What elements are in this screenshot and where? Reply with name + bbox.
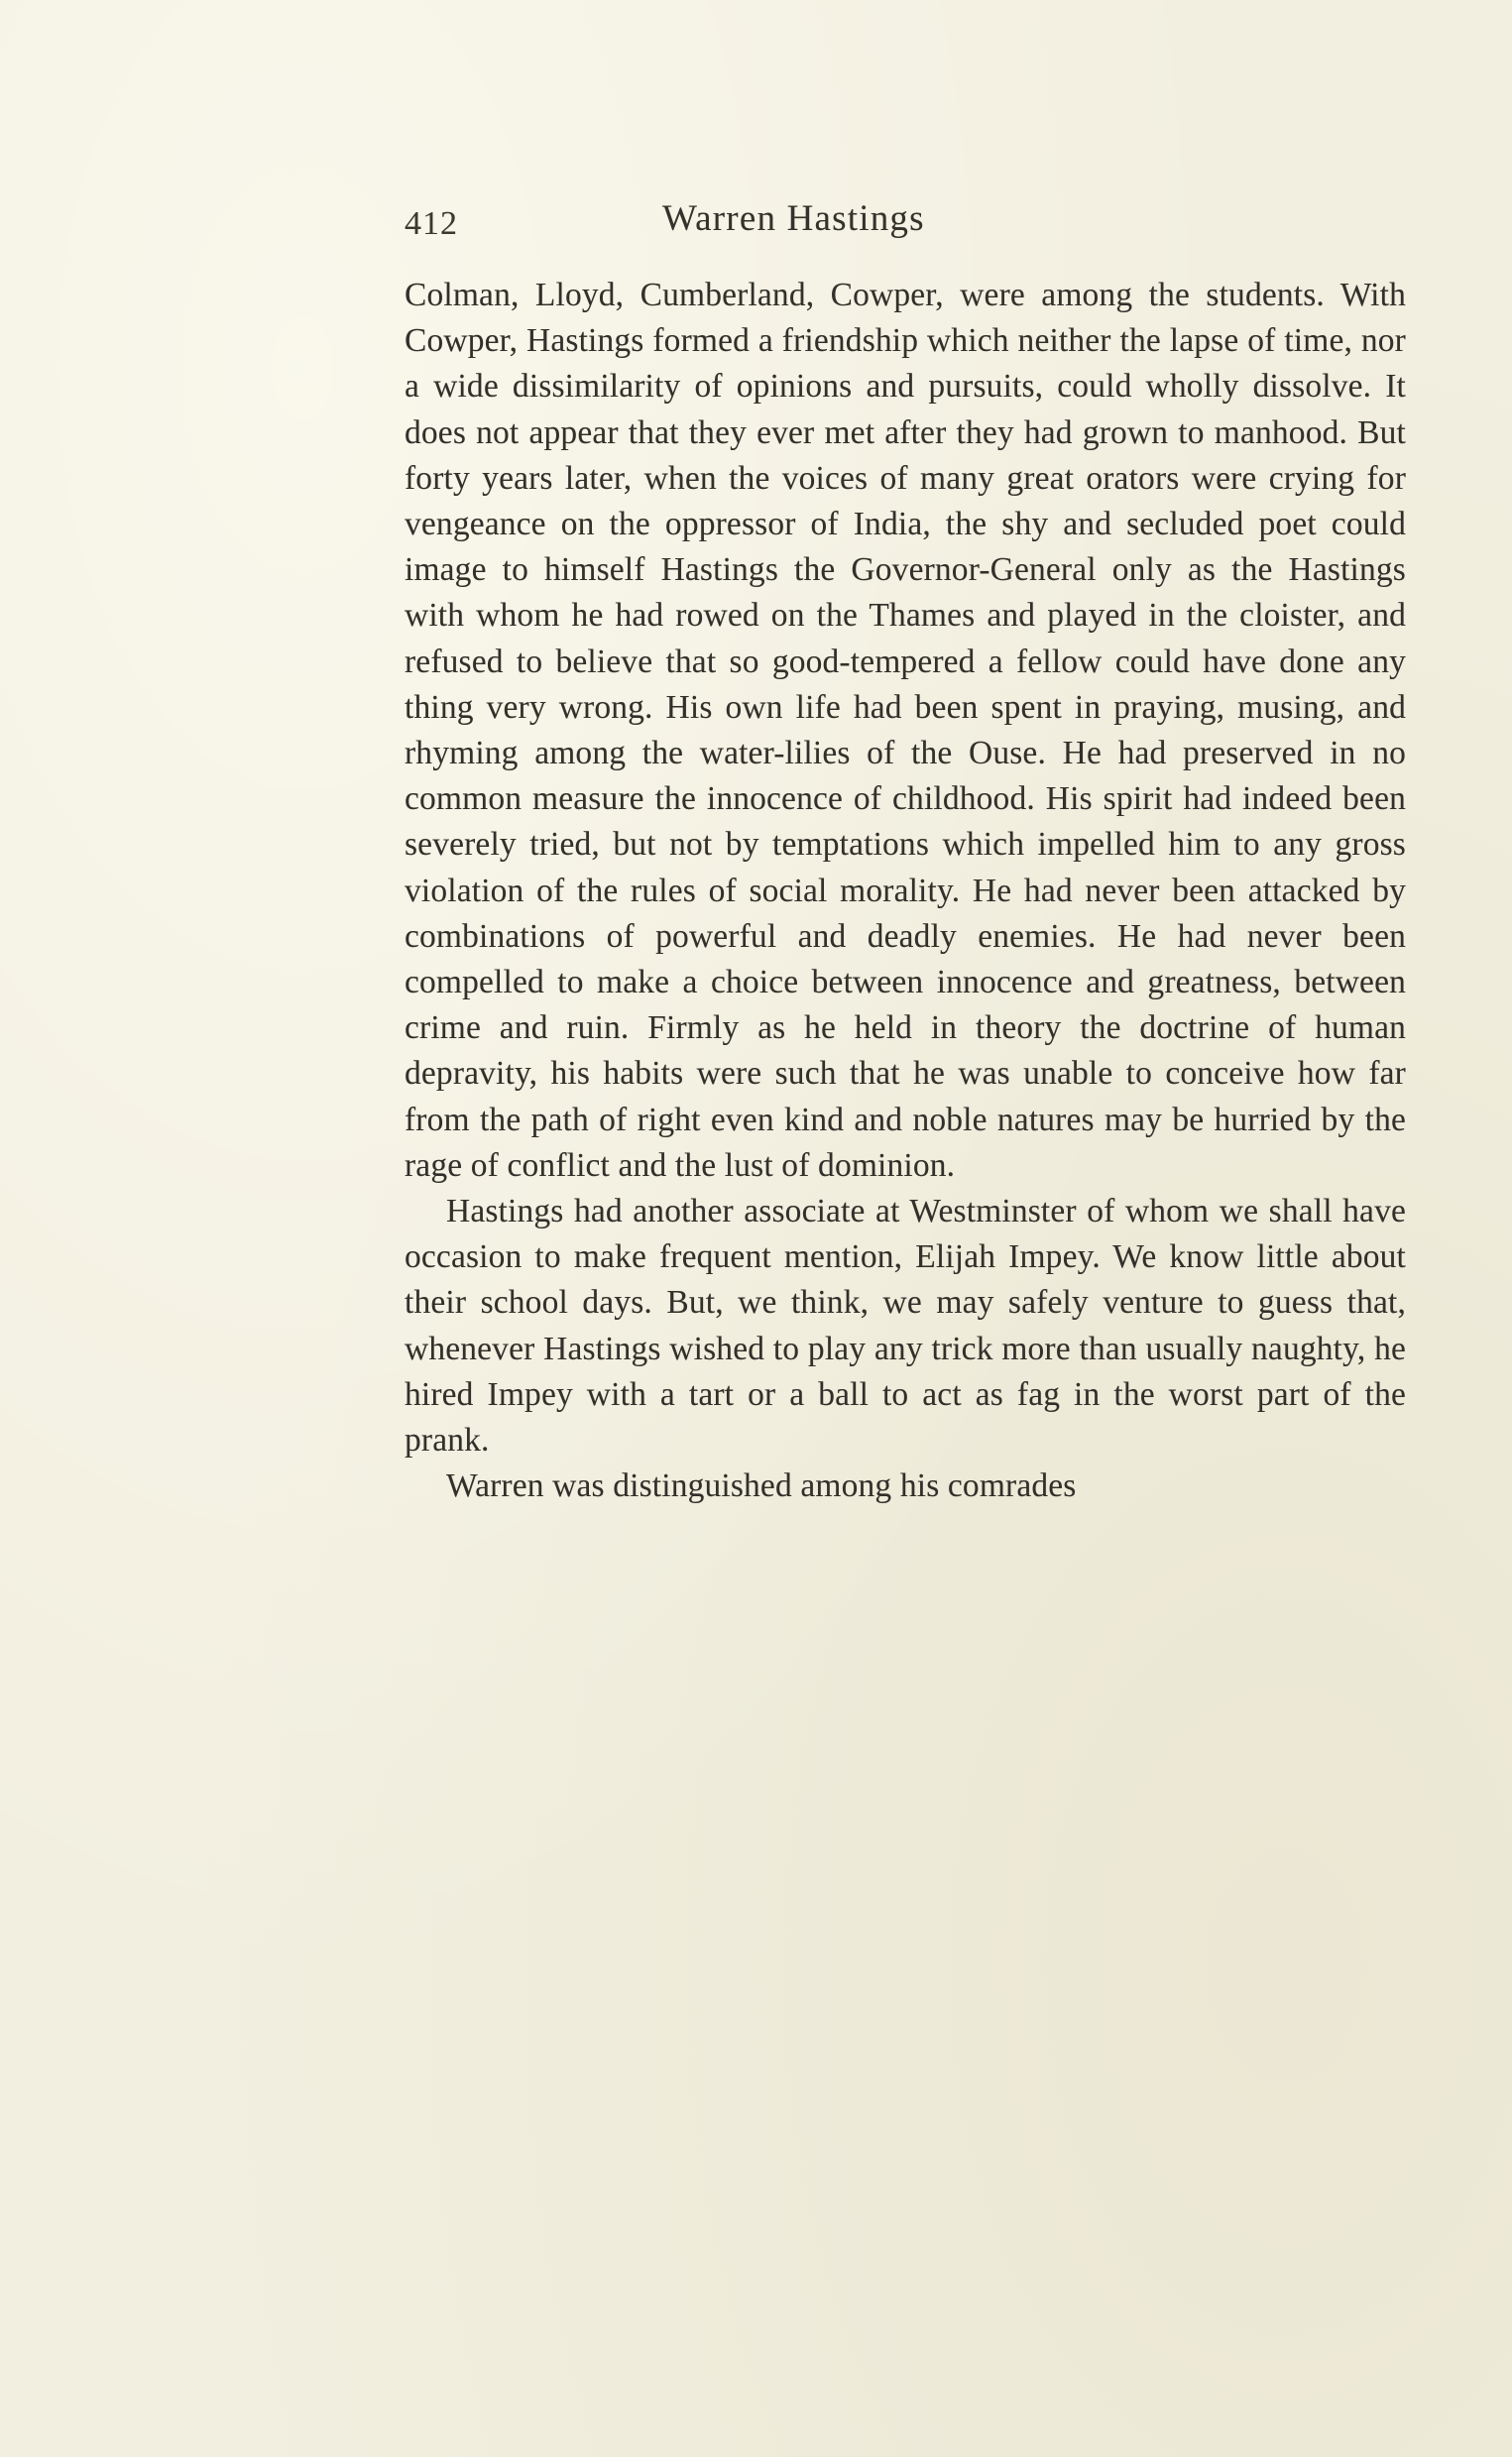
page-header	[405, 193, 1406, 263]
page-content	[405, 193, 1406, 1509]
page-number: 412	[405, 205, 458, 242]
paragraph: Warren was distinguished among his comrades	[446, 1467, 1077, 1505]
running-title: Warren Hastings	[662, 198, 925, 239]
paragraph: Colman, Lloyd, Cumberland, Cowper, were among the students. With Cowper, Hastings formed a friendship which neither the lapse of time, nor a wide dissimilarity of opinions and pursuits, could wholly dissolve. It does not appear that they ever met after they had grown to manhood. But forty years later, when the voices of many great orators were crying for vengeance on the oppressor of India, the shy and secluded poet could image to himself Hastings the Governor-General only as the Hastings with whom he had rowed on the Thames and played in the cloister, and refused to believe that so good-tempered a fellow could have done any thing very wrong. His own life had been spent in praying, musing, and rhyming among the water-lilies of the Ouse. He had preserved in no common measure the innocence of childhood. His spirit had indeed been severely tried, but not by temptations which impelled him to any gross violation of the rules of social morality. He had never been attacked by combinations of powerful and deadly enemies. He had never been compelled to make a choice between innocence and greatness, between crime and ruin. Firmly as he held in theory the doctrine of human depravity, his habits were such that he was unable to conceive how far from the path of right even kind and noble natures may be hurried by the rage of conflict and the lust of dominion.	[405, 277, 1406, 1184]
paragraph: Hastings had another associate at Westminster of whom we shall have occasion to make frequent mention, Elijah Impey. We know little about their school days. But, we think, we may safely venture to guess that, whenever Hastings wished to play any trick more than usually naughty, he hired Impey with a tart or a ball to act as fag in the worst part of the prank.	[405, 1193, 1406, 1460]
body-text	[405, 273, 1406, 1509]
